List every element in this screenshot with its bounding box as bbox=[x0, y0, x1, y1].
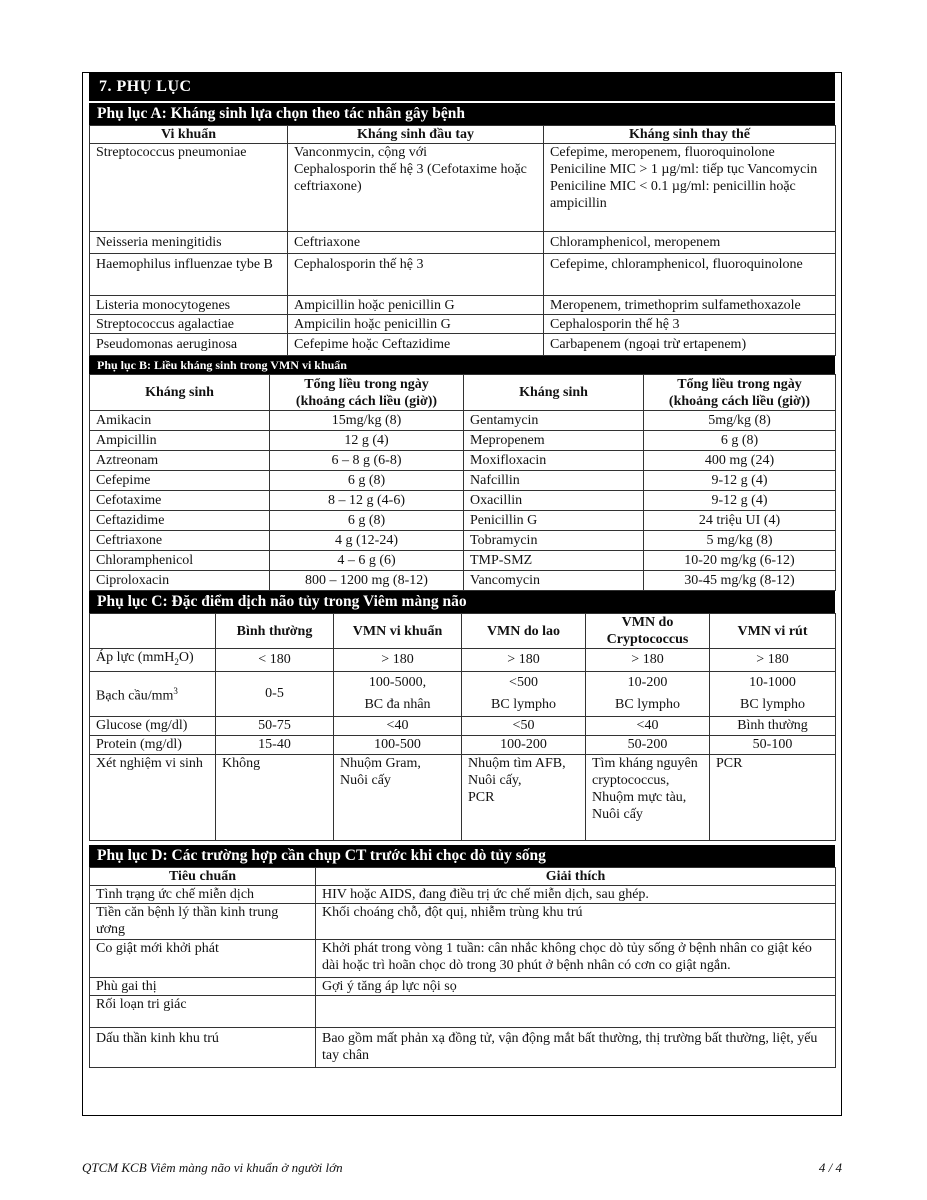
value-cell: 15-40 bbox=[216, 735, 334, 754]
antibiotic-cell: Cefotaxime bbox=[90, 491, 270, 511]
value-cell: > 180 bbox=[710, 649, 836, 672]
criterion-cell: Rối loạn tri giác bbox=[90, 995, 316, 1027]
dose-cell: 6 g (8) bbox=[270, 511, 464, 531]
col-header: Kháng sinh bbox=[464, 375, 644, 411]
dose-cell: 5mg/kg (8) bbox=[644, 411, 836, 431]
explanation-cell: Bao gồm mất phản xạ đồng tử, vận động mắt bất thường, thị trường bất thường, liệt, yếu tay chân bbox=[316, 1027, 836, 1067]
value-cell: > 180 bbox=[334, 649, 462, 672]
explanation-cell: Khối choáng chỗ, đột quị, nhiễm trùng khu trú bbox=[316, 903, 836, 939]
dose-cell: 6 g (8) bbox=[644, 431, 836, 451]
appendix-a-title: Phụ lục A: Kháng sinh lựa chọn theo tác nhân gây bệnh bbox=[89, 103, 835, 125]
row-label-pressure: Áp lực (mmH$_2$O) bbox=[90, 649, 216, 672]
value-cell: 50-75 bbox=[216, 716, 334, 735]
row-label: Protein (mg/dl) bbox=[90, 735, 216, 754]
page-footer bbox=[82, 1160, 842, 1176]
value-cell: Nhuộm tìm AFB, Nuôi cấy, PCR bbox=[462, 754, 586, 840]
value-cell: 50-200 bbox=[586, 735, 710, 754]
appendix-c-title: Phụ lục C: Đặc điểm dịch não tủy trong Viêm màng não bbox=[89, 591, 835, 613]
antibiotic-cell: Ciproloxacin bbox=[90, 571, 270, 591]
value-cell: 0-5 bbox=[216, 671, 334, 716]
row-label-wbc: Bạch cầu/$mm^3$ bbox=[90, 671, 216, 716]
col-header: Tổng liều trong ngày (khoảng cách liều (giờ)) bbox=[270, 375, 464, 411]
value-cell: 50-100 bbox=[710, 735, 836, 754]
value-cell: Không bbox=[216, 754, 334, 840]
antibiotic-cell: Penicillin G bbox=[464, 511, 644, 531]
appendix-a-table bbox=[89, 125, 836, 356]
antibiotic-cell: Ceftriaxone bbox=[90, 531, 270, 551]
page-number: 4 / 4 bbox=[818, 1160, 842, 1175]
section-title: 7. PHỤ LỤC bbox=[89, 73, 835, 101]
col-header: Bình thường bbox=[216, 614, 334, 649]
antibiotic-cell: Cefepime bbox=[90, 471, 270, 491]
alternative-cell: Cephalosporin thế hệ 3 bbox=[544, 315, 836, 334]
appendix-b-table bbox=[89, 374, 836, 591]
dose-cell: 4 – 6 g (6) bbox=[270, 551, 464, 571]
antibiotic-cell: Gentamycin bbox=[464, 411, 644, 431]
bacteria-cell: Streptococcus agalactiae bbox=[90, 315, 288, 334]
value-cell: Bình thường bbox=[710, 716, 836, 735]
explanation-cell: Gợi ý tăng áp lực nội sọ bbox=[316, 977, 836, 995]
first-line-cell: Vanconmycin, cộng với Cephalosporin thế hệ 3 (Cefotaxime hoặc ceftriaxone) bbox=[288, 144, 544, 232]
dose-cell: 12 g (4) bbox=[270, 431, 464, 451]
alternative-cell: Cefepime, chloramphenicol, fluoroquinolone bbox=[544, 254, 836, 296]
dose-cell: 4 g (12-24) bbox=[270, 531, 464, 551]
dose-cell: 400 mg (24) bbox=[644, 451, 836, 471]
antibiotic-cell: Chloramphenicol bbox=[90, 551, 270, 571]
antibiotic-cell: Ceftazidime bbox=[90, 511, 270, 531]
first-line-cell: Cefepime hoặc Ceftazidime bbox=[288, 334, 544, 356]
dose-cell: 24 triệu UI (4) bbox=[644, 511, 836, 531]
dose-cell: 6 g (8) bbox=[270, 471, 464, 491]
col-header: Kháng sinh thay thế bbox=[544, 126, 836, 144]
alternative-cell: Cefepime, meropenem, fluoroquinolone Peniciline MIC > 1 µg/ml: tiếp tục Vancomycin Peniciline MIC < 0.1 µg/ml: penicillin hoặc ampicillin bbox=[544, 144, 836, 232]
antibiotic-cell: Aztreonam bbox=[90, 451, 270, 471]
bacteria-cell: Pseudomonas aeruginosa bbox=[90, 334, 288, 356]
value-cell: 100-500 bbox=[334, 735, 462, 754]
antibiotic-cell: Amikacin bbox=[90, 411, 270, 431]
value-cell: > 180 bbox=[462, 649, 586, 672]
antibiotic-cell: Tobramycin bbox=[464, 531, 644, 551]
value-cell: 10-200 BC lympho bbox=[586, 671, 710, 716]
antibiotic-cell: Nafcillin bbox=[464, 471, 644, 491]
explanation-cell: Khởi phát trong vòng 1 tuần: cân nhắc không chọc dò tủy sống ở bệnh nhân co giật kéo dài hoặc trì hoãn chọc dò trong 30 phút ở bệnh nhân có cơn co giật ngắn. bbox=[316, 939, 836, 977]
value-cell: < 180 bbox=[216, 649, 334, 672]
antibiotic-cell: TMP-SMZ bbox=[464, 551, 644, 571]
row-label: Xét nghiệm vi sinh bbox=[90, 754, 216, 840]
value-cell: 100-200 bbox=[462, 735, 586, 754]
antibiotic-cell: Mepropenem bbox=[464, 431, 644, 451]
value-cell: <40 bbox=[334, 716, 462, 735]
dose-cell: 5 mg/kg (8) bbox=[644, 531, 836, 551]
value-cell: Tìm kháng nguyên cryptococcus, Nhuộm mực tàu, Nuôi cấy bbox=[586, 754, 710, 840]
col-header: Tiêu chuẩn bbox=[90, 867, 316, 885]
first-line-cell: Cephalosporin thế hệ 3 bbox=[288, 254, 544, 296]
col-header: Kháng sinh bbox=[90, 375, 270, 411]
col-header: VMN do Cryptococcus bbox=[586, 614, 710, 649]
bacteria-cell: Listeria monocytogenes bbox=[90, 296, 288, 315]
antibiotic-cell: Moxifloxacin bbox=[464, 451, 644, 471]
row-label: Glucose (mg/dl) bbox=[90, 716, 216, 735]
first-line-cell: Ampicillin hoặc penicillin G bbox=[288, 296, 544, 315]
alternative-cell: Carbapenem (ngoại trừ ertapenem) bbox=[544, 334, 836, 356]
col-header: Kháng sinh đầu tay bbox=[288, 126, 544, 144]
bacteria-cell: Streptococcus pneumoniae bbox=[90, 144, 288, 232]
col-header: Vi khuẩn bbox=[90, 126, 288, 144]
criterion-cell: Co giật mới khởi phát bbox=[90, 939, 316, 977]
col-header bbox=[90, 614, 216, 649]
page-frame bbox=[82, 72, 842, 1116]
explanation-cell: HIV hoặc AIDS, đang điều trị ức chế miễn dịch, sau ghép. bbox=[316, 885, 836, 903]
first-line-cell: Ampicilin hoặc penicillin G bbox=[288, 315, 544, 334]
dose-cell: 800 – 1200 mg (8-12) bbox=[270, 571, 464, 591]
appendix-c-table bbox=[89, 613, 836, 841]
value-cell: 100-5000, BC đa nhân bbox=[334, 671, 462, 716]
bacteria-cell: Neisseria meningitidis bbox=[90, 232, 288, 254]
alternative-cell: Meropenem, trimethoprim sulfamethoxazole bbox=[544, 296, 836, 315]
dose-cell: 9-12 g (4) bbox=[644, 491, 836, 511]
appendix-b-title: Phụ lục B: Liều kháng sinh trong VMN vi khuẩn bbox=[89, 356, 835, 374]
alternative-cell: Chloramphenicol, meropenem bbox=[544, 232, 836, 254]
col-header: VMN vi khuẩn bbox=[334, 614, 462, 649]
value-cell: 10-1000 BC lympho bbox=[710, 671, 836, 716]
dose-cell: 30-45 mg/kg (8-12) bbox=[644, 571, 836, 591]
value-cell: <40 bbox=[586, 716, 710, 735]
value-cell: <500 BC lympho bbox=[462, 671, 586, 716]
col-header: VMN do lao bbox=[462, 614, 586, 649]
dose-cell: 9-12 g (4) bbox=[644, 471, 836, 491]
explanation-cell bbox=[316, 995, 836, 1027]
bacteria-cell: Haemophilus influenzae tybe B bbox=[90, 254, 288, 296]
criterion-cell: Dấu thần kinh khu trú bbox=[90, 1027, 316, 1067]
criterion-cell: Tình trạng ức chế miễn dịch bbox=[90, 885, 316, 903]
antibiotic-cell: Oxacillin bbox=[464, 491, 644, 511]
dose-cell: 10-20 mg/kg (6-12) bbox=[644, 551, 836, 571]
value-cell: PCR bbox=[710, 754, 836, 840]
criterion-cell: Phù gai thị bbox=[90, 977, 316, 995]
value-cell: <50 bbox=[462, 716, 586, 735]
value-cell: > 180 bbox=[586, 649, 710, 672]
dose-cell: 15mg/kg (8) bbox=[270, 411, 464, 431]
col-header: Tổng liều trong ngày (khoảng cách liều (giờ)) bbox=[644, 375, 836, 411]
dose-cell: 6 – 8 g (6-8) bbox=[270, 451, 464, 471]
footer-title: QTCM KCB Viêm màng não vi khuẩn ở người lớn bbox=[82, 1160, 343, 1175]
appendix-d-table bbox=[89, 867, 836, 1068]
col-header: VMN vi rút bbox=[710, 614, 836, 649]
criterion-cell: Tiền căn bệnh lý thần kinh trung ương bbox=[90, 903, 316, 939]
value-cell: Nhuộm Gram, Nuôi cấy bbox=[334, 754, 462, 840]
col-header: Giải thích bbox=[316, 867, 836, 885]
antibiotic-cell: Ampicillin bbox=[90, 431, 270, 451]
dose-cell: 8 – 12 g (4-6) bbox=[270, 491, 464, 511]
antibiotic-cell: Vancomycin bbox=[464, 571, 644, 591]
appendix-d-title: Phụ lục D: Các trường hợp cần chụp CT trước khi chọc dò tủy sống bbox=[89, 845, 835, 867]
first-line-cell: Ceftriaxone bbox=[288, 232, 544, 254]
